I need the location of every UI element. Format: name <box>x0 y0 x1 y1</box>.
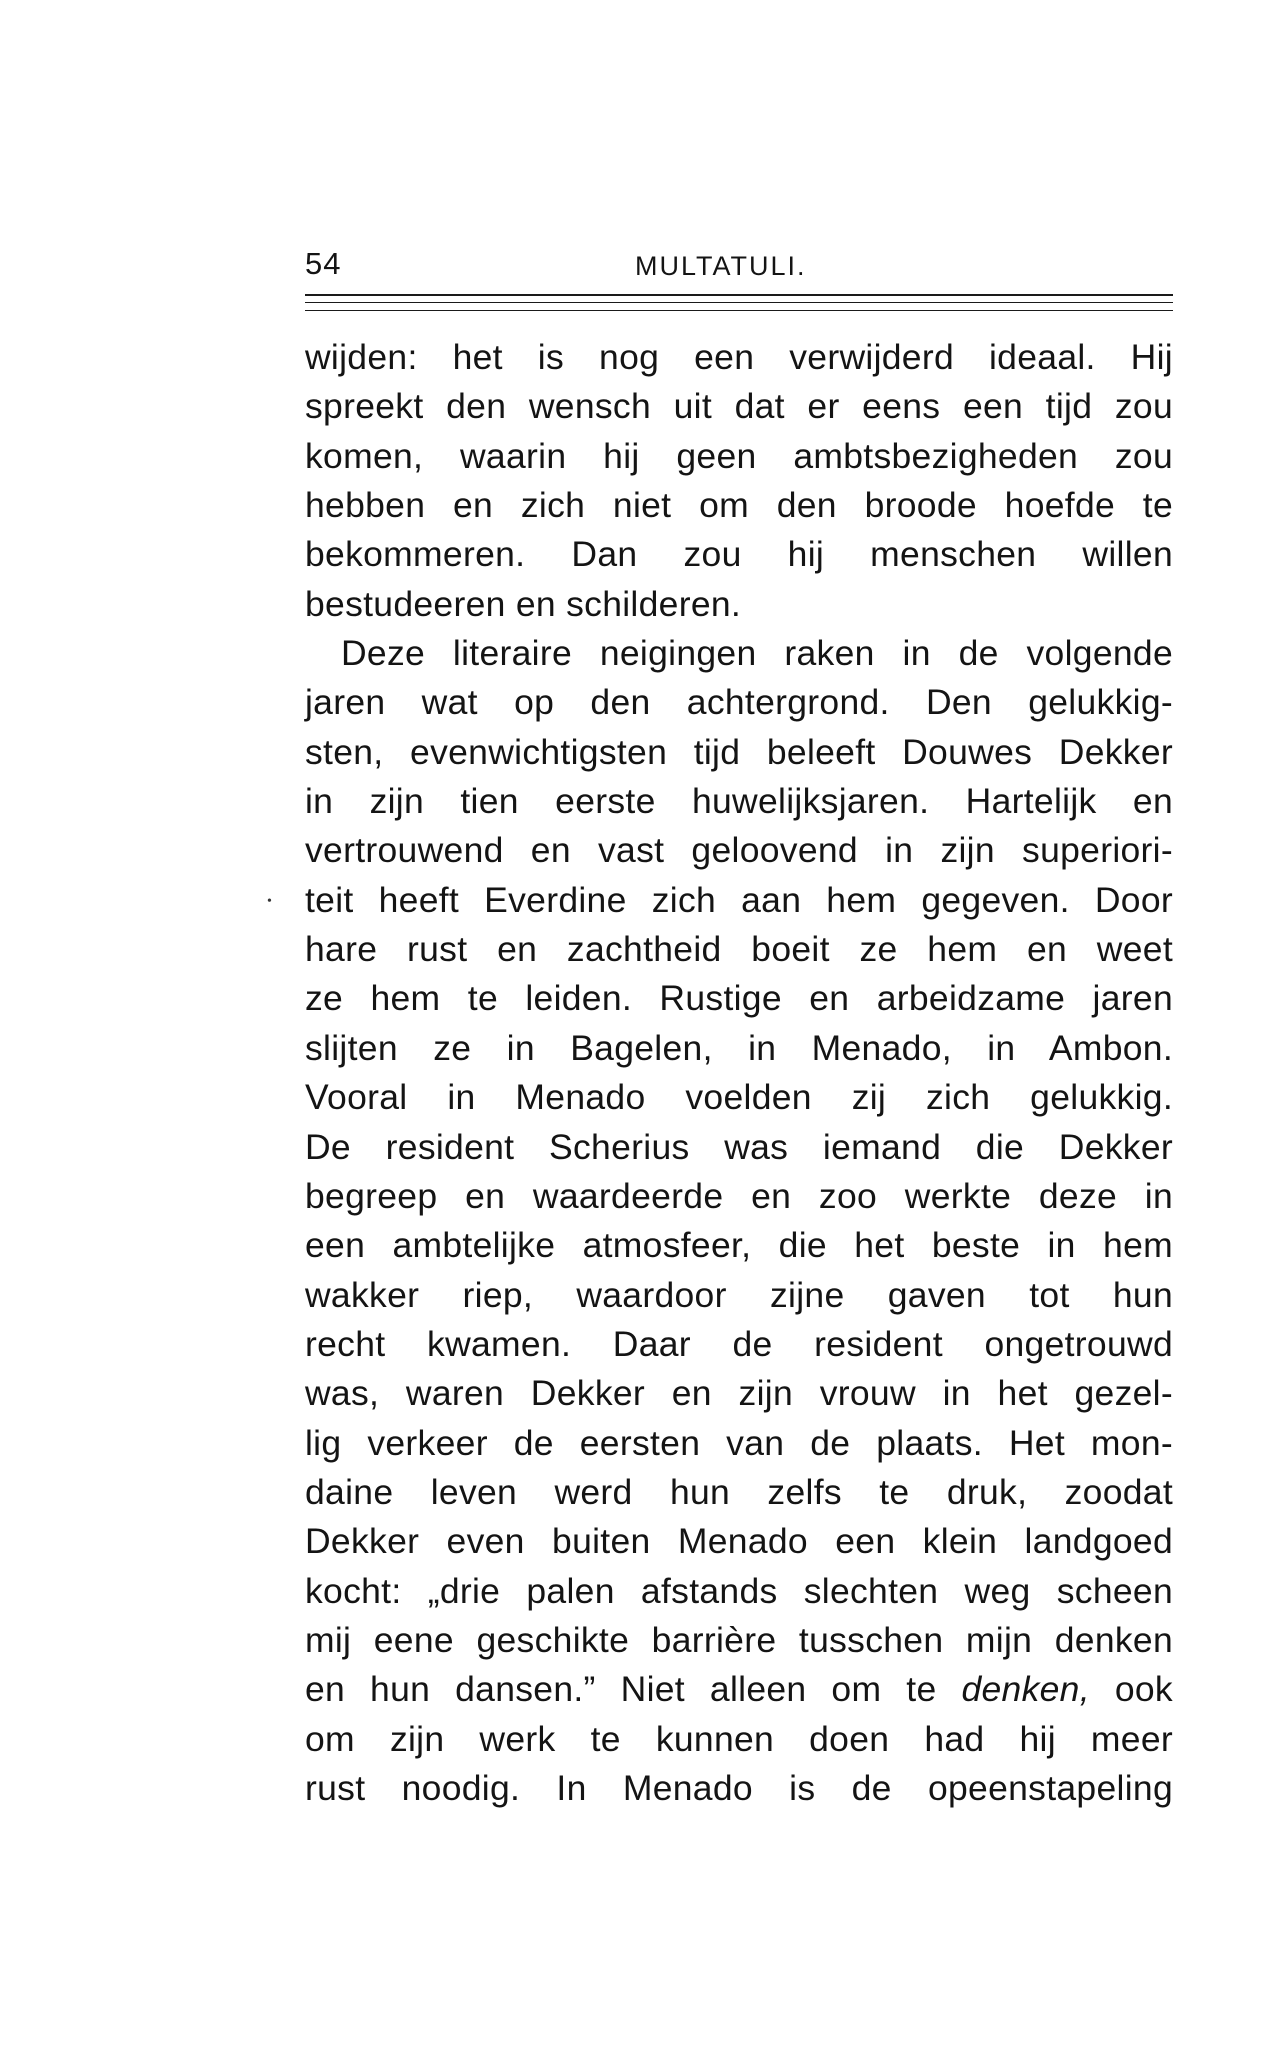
text-line: spreekt den wensch uit dat er eens een tijd zou <box>305 386 1173 427</box>
text-line: Dekker even buiten Menado een klein landgoed <box>305 1521 1173 1562</box>
text-line: bestudeeren en schilderen. <box>305 583 742 624</box>
text-line: hare rust en zachtheid boeit ze hem en weet <box>305 929 1173 970</box>
body-text <box>305 333 1173 1813</box>
text-line: bekommeren. Dan zou hij menschen willen <box>305 534 1173 575</box>
text-line: teit heeft Everdine zich aan hem gegeven. Door <box>305 879 1173 920</box>
text-line: een ambtelijke atmosfeer, die het beste in hem <box>305 1225 1173 1266</box>
text-line: Vooral in Menado voelden zij zich gelukkig. <box>305 1077 1173 1118</box>
text-line: begreep en waardeerde en zoo werkte deze in <box>305 1175 1173 1216</box>
text-line: De resident Scherius was iemand die Dekker <box>305 1126 1173 1167</box>
page-header <box>305 244 1173 284</box>
header-rule <box>305 310 1173 311</box>
text-line: wijden: het is nog een verwijderd ideaal. Hij <box>305 337 1173 377</box>
text-segment: ook <box>1089 1669 1173 1710</box>
text-line: was, waren Dekker en zijn vrouw in het gezel- <box>305 1373 1173 1414</box>
header-rule <box>305 302 1173 303</box>
text-line: Deze literaire neigingen raken in de volgende <box>341 633 1173 674</box>
text-line: hebben en zich niet om den broode hoefde te <box>305 485 1173 526</box>
text-line: daine leven werd hun zelfs te druk, zoodat <box>305 1471 1173 1512</box>
header-rule <box>305 294 1173 296</box>
text-line: sten, evenwichtigsten tijd beleeft Douwes Dekker <box>305 731 1173 772</box>
text-line: komen, waarin hij geen ambtsbezigheden zou <box>305 435 1173 476</box>
text-line: om zijn werk te kunnen doen had hij meer <box>305 1718 1173 1759</box>
margin-mark: • <box>267 894 272 909</box>
text-line: ze hem te leiden. Rustige en arbeidzame jaren <box>305 978 1173 1019</box>
emphasized-word: denken, <box>961 1669 1090 1710</box>
text-line <box>305 1665 1173 1714</box>
text-line: lig verkeer de eersten van de plaats. Het mon- <box>305 1422 1173 1463</box>
text-line: wakker riep, waardoor zijne gaven tot hun <box>305 1274 1173 1315</box>
running-head: MULTATULI. <box>635 251 807 281</box>
text-line: rust noodig. In Menado is de opeenstapeling <box>305 1767 1173 1808</box>
text-line: slijten ze in Bagelen, in Menado, in Ambon. <box>305 1027 1173 1068</box>
text-line: vertrouwend en vast geloovend in zijn superiori- <box>305 830 1173 871</box>
text-line: mij eene geschikte barrière tusschen mijn denken <box>305 1619 1173 1660</box>
page-number: 54 <box>305 246 342 281</box>
text-line: jaren wat op den achtergrond. Den gelukkig- <box>305 682 1173 723</box>
text-segment: en hun dansen.” Niet alleen om te <box>305 1669 962 1710</box>
text-line: recht kwamen. Daar de resident ongetrouwd <box>305 1323 1173 1364</box>
text-line: kocht: „drie palen afstands slechten weg scheen <box>305 1570 1173 1611</box>
text-line: in zijn tien eerste huwelijksjaren. Hartelijk en <box>305 781 1173 822</box>
